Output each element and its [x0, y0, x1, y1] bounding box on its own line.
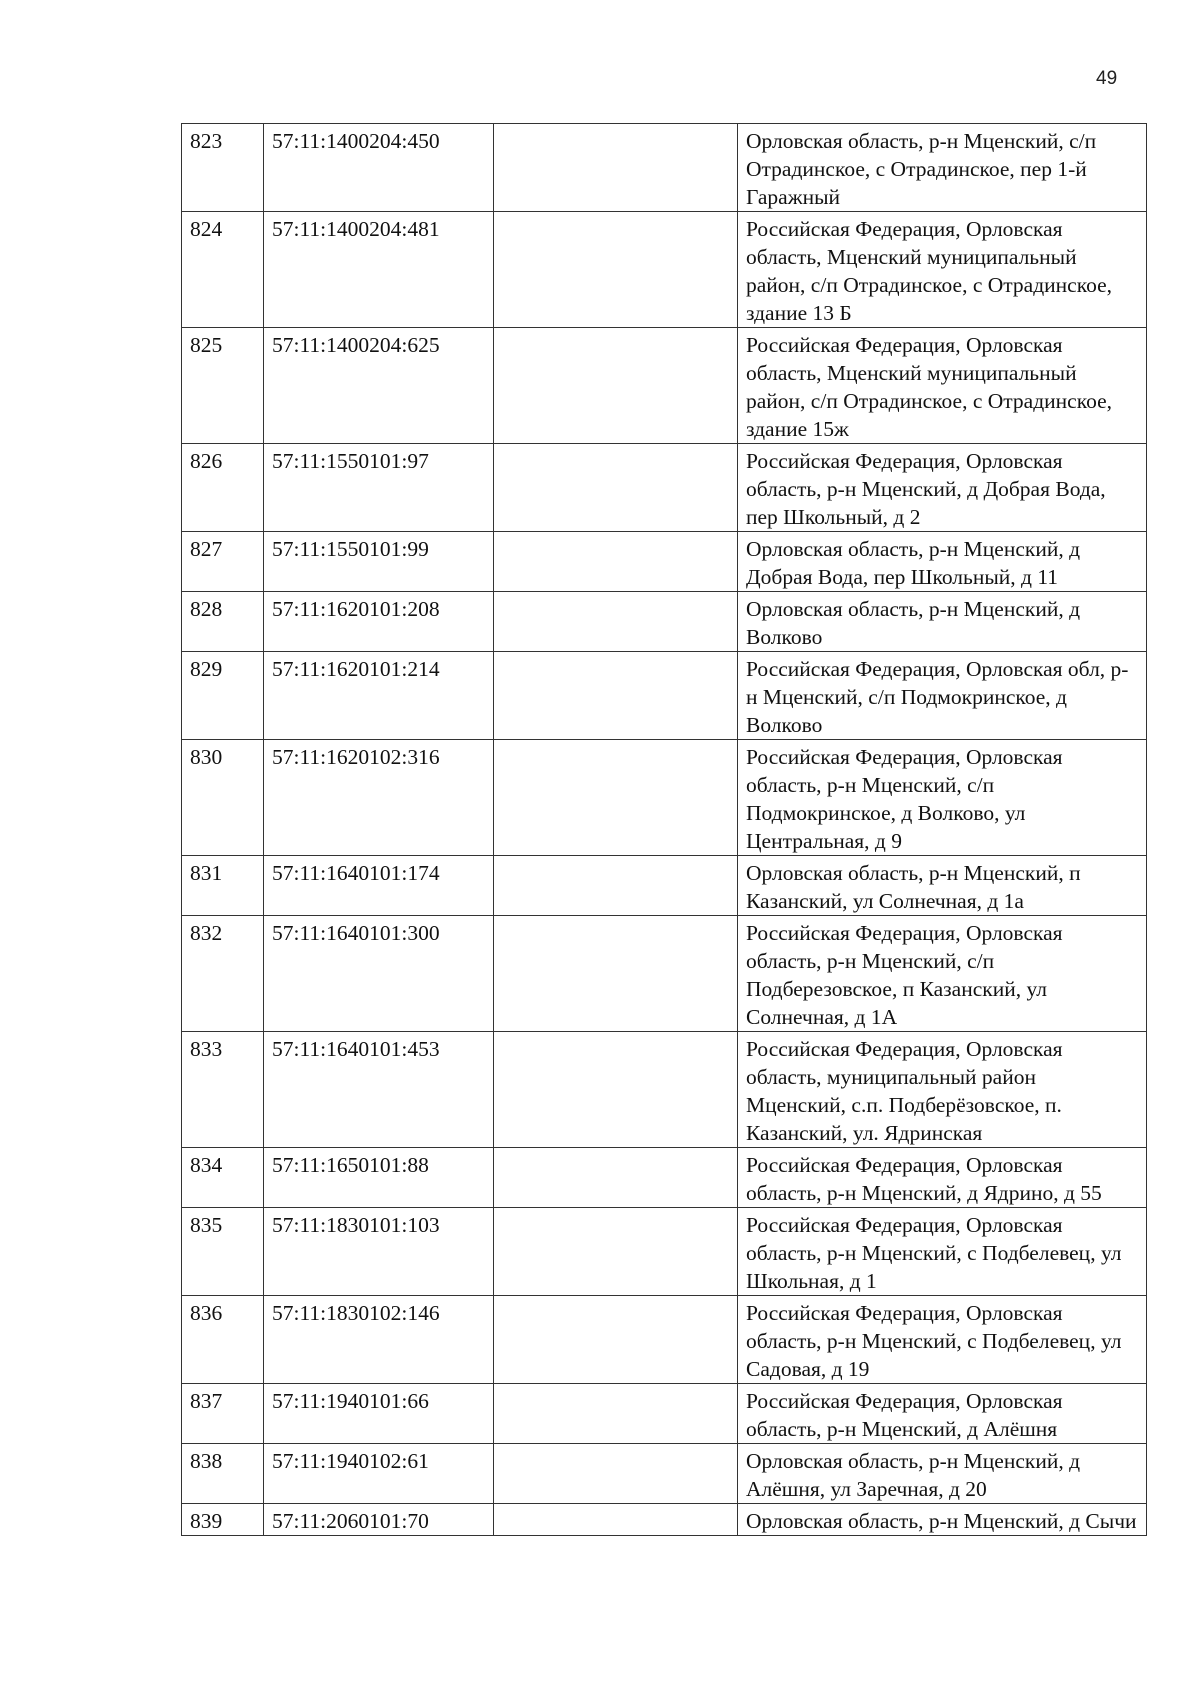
cadastral-number-cell: 57:11:1400204:625 [264, 328, 494, 444]
cadastral-number-cell: 57:11:1940101:66 [264, 1384, 494, 1444]
table-row [182, 652, 1147, 740]
empty-cell [494, 124, 738, 212]
address-cell: Российская Федерация, Орловская область, р-н Мценский, с Подбелевец, ул Садовая, д 19 [738, 1296, 1147, 1384]
empty-cell [494, 1296, 738, 1384]
row-number-cell: 831 [182, 856, 264, 916]
table-row [182, 740, 1147, 856]
address-cell: Российская Федерация, Орловская область, р-н Мценский, д Алёшня [738, 1384, 1147, 1444]
table-row [182, 328, 1147, 444]
cadastral-number-cell: 57:11:1620101:208 [264, 592, 494, 652]
empty-cell [494, 856, 738, 916]
empty-cell [494, 532, 738, 592]
empty-cell [494, 212, 738, 328]
row-number-cell: 823 [182, 124, 264, 212]
row-number-cell: 832 [182, 916, 264, 1032]
table-body [182, 124, 1147, 1536]
address-cell: Российская Федерация, Орловская область, Мценский муниципальный район, с/п Отрадинское, с Отрадинское, здание 13 Б [738, 212, 1147, 328]
address-cell: Российская Федерация, Орловская обл, р-н Мценский, с/п Подмокринское, д Волково [738, 652, 1147, 740]
empty-cell [494, 1032, 738, 1148]
cadastral-number-cell: 57:11:1940102:61 [264, 1444, 494, 1504]
table-row [182, 124, 1147, 212]
address-cell: Российская Федерация, Орловская область, Мценский муниципальный район, с/п Отрадинское, с Отрадинское, здание 15ж [738, 328, 1147, 444]
address-cell: Российская Федерация, Орловская область, р-н Мценский, д Добрая Вода, пер Школьный, д 2 [738, 444, 1147, 532]
row-number-cell: 835 [182, 1208, 264, 1296]
cadastral-number-cell: 57:11:1550101:97 [264, 444, 494, 532]
address-cell: Орловская область, р-н Мценский, д Сычи [738, 1504, 1147, 1536]
row-number-cell: 827 [182, 532, 264, 592]
row-number-cell: 839 [182, 1504, 264, 1536]
table-row [182, 916, 1147, 1032]
page-number: 49 [1096, 68, 1118, 89]
row-number-cell: 829 [182, 652, 264, 740]
cadastral-number-cell: 57:11:1550101:99 [264, 532, 494, 592]
address-cell: Российская Федерация, Орловская область, р-н Мценский, д Ядрино, д 55 [738, 1148, 1147, 1208]
table-row [182, 1296, 1147, 1384]
address-cell: Российская Федерация, Орловская область, муниципальный район Мценский, с.п. Подберёзовское, п. Казанский, ул. Ядринская [738, 1032, 1147, 1148]
row-number-cell: 824 [182, 212, 264, 328]
cadastral-number-cell: 57:11:1640101:453 [264, 1032, 494, 1148]
empty-cell [494, 1384, 738, 1444]
empty-cell [494, 592, 738, 652]
empty-cell [494, 1504, 738, 1536]
row-number-cell: 828 [182, 592, 264, 652]
table-row [182, 444, 1147, 532]
table-row [182, 1384, 1147, 1444]
cadastral-number-cell: 57:11:1400204:450 [264, 124, 494, 212]
empty-cell [494, 1444, 738, 1504]
row-number-cell: 838 [182, 1444, 264, 1504]
row-number-cell: 830 [182, 740, 264, 856]
row-number-cell: 833 [182, 1032, 264, 1148]
row-number-cell: 826 [182, 444, 264, 532]
table-row [182, 532, 1147, 592]
empty-cell [494, 328, 738, 444]
cadastral-number-cell: 57:11:1640101:174 [264, 856, 494, 916]
address-cell: Орловская область, р-н Мценский, д Добрая Вода, пер Школьный, д 11 [738, 532, 1147, 592]
cadastral-number-cell: 57:11:2060101:70 [264, 1504, 494, 1536]
address-cell: Орловская область, р-н Мценский, д Алёшня, ул Заречная, д 20 [738, 1444, 1147, 1504]
table-row [182, 1444, 1147, 1504]
row-number-cell: 825 [182, 328, 264, 444]
address-cell: Российская Федерация, Орловская область, р-н Мценский, с Подбелевец, ул Школьная, д 1 [738, 1208, 1147, 1296]
row-number-cell: 837 [182, 1384, 264, 1444]
property-registry-table [181, 123, 1147, 1536]
address-cell: Российская Федерация, Орловская область, р-н Мценский, с/п Подмокринское, д Волково, ул Центральная, д 9 [738, 740, 1147, 856]
table-row [182, 212, 1147, 328]
address-cell: Орловская область, р-н Мценский, с/п Отрадинское, с Отрадинское, пер 1-й Гаражный [738, 124, 1147, 212]
empty-cell [494, 740, 738, 856]
row-number-cell: 834 [182, 1148, 264, 1208]
cadastral-number-cell: 57:11:1830102:146 [264, 1296, 494, 1384]
cadastral-number-cell: 57:11:1400204:481 [264, 212, 494, 328]
table-row [182, 1208, 1147, 1296]
empty-cell [494, 652, 738, 740]
empty-cell [494, 916, 738, 1032]
empty-cell [494, 444, 738, 532]
cadastral-number-cell: 57:11:1650101:88 [264, 1148, 494, 1208]
table-row [182, 1148, 1147, 1208]
table-row [182, 1032, 1147, 1148]
address-cell: Орловская область, р-н Мценский, п Казанский, ул Солнечная, д 1а [738, 856, 1147, 916]
table-row [182, 1504, 1147, 1536]
address-cell: Российская Федерация, Орловская область, р-н Мценский, с/п Подберезовское, п Казанский, ул Солнечная, д 1А [738, 916, 1147, 1032]
cadastral-number-cell: 57:11:1620102:316 [264, 740, 494, 856]
table-row [182, 592, 1147, 652]
address-cell: Орловская область, р-н Мценский, д Волково [738, 592, 1147, 652]
cadastral-number-cell: 57:11:1620101:214 [264, 652, 494, 740]
table-row [182, 856, 1147, 916]
cadastral-number-cell: 57:11:1640101:300 [264, 916, 494, 1032]
row-number-cell: 836 [182, 1296, 264, 1384]
empty-cell [494, 1148, 738, 1208]
cadastral-number-cell: 57:11:1830101:103 [264, 1208, 494, 1296]
empty-cell [494, 1208, 738, 1296]
